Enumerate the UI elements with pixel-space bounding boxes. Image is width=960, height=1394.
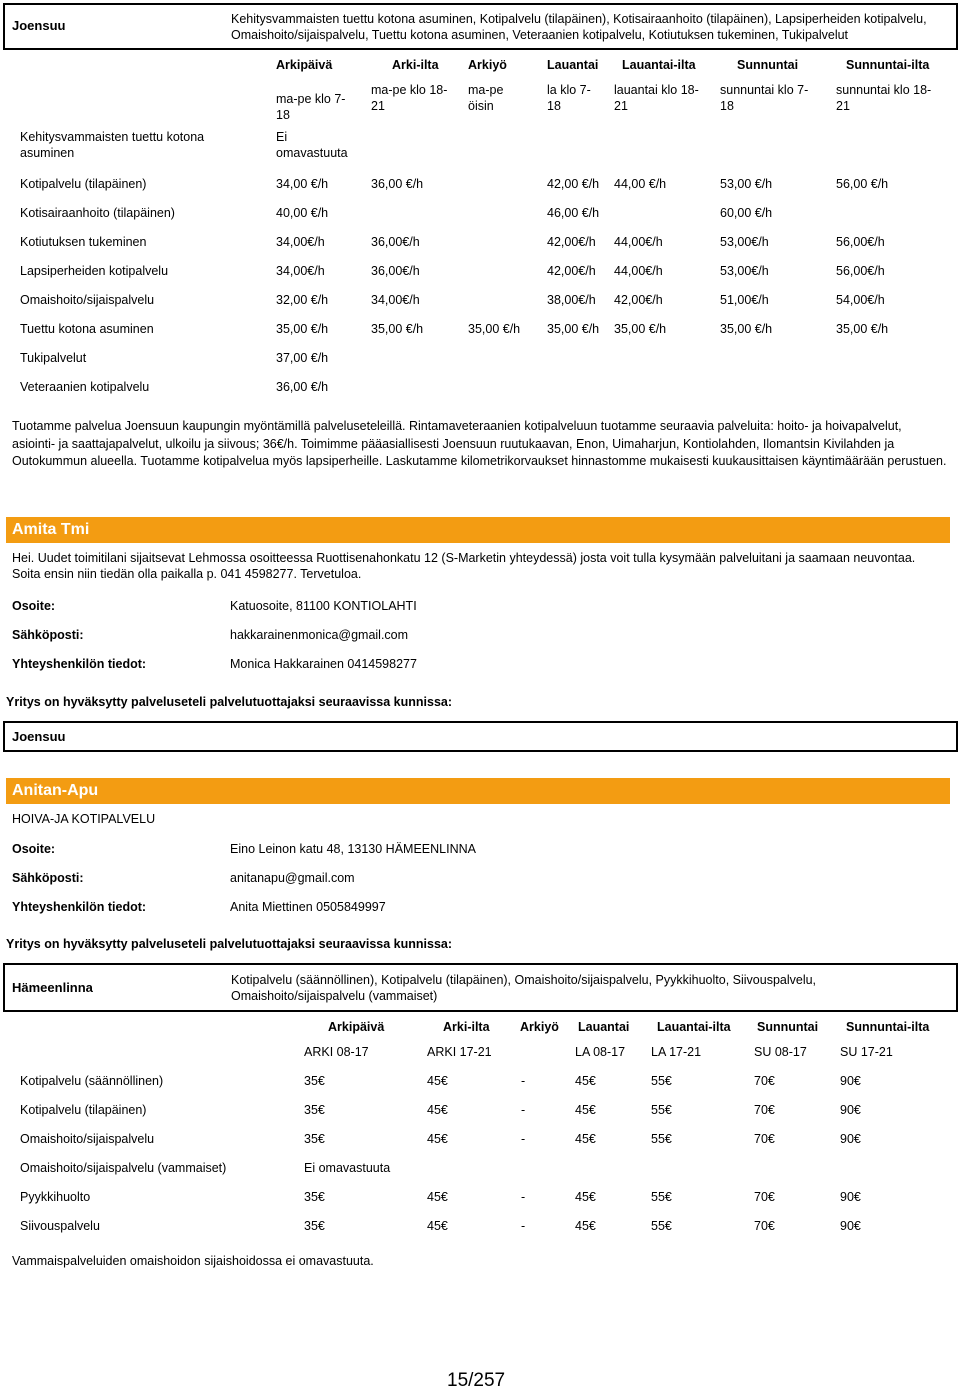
price-cell: 55€: [651, 1132, 672, 1146]
column-header: Arki-ilta: [443, 1020, 490, 1034]
region-services: Kotipalvelu (säännöllinen), Kotipalvelu (tilapäinen), Omaishoito/sijaispalvelu, Pyykkihuolto, Siivouspalvelu, Omaishoito/sijaispalvelu (vammaiset): [231, 973, 817, 1004]
contact-label: Yhteyshenkilön tiedot:: [12, 657, 147, 671]
row-label: Pyykkihuolto: [20, 1190, 91, 1204]
price-cell: 54,00€/h: [836, 293, 885, 307]
price-cell: -: [521, 1219, 526, 1233]
price-cell: 53,00 €/h: [720, 177, 773, 191]
region-name: Joensuu: [12, 18, 66, 33]
price-cell: 35€: [304, 1132, 325, 1146]
row-label: Veteraanien kotipalvelu: [20, 380, 150, 394]
price-cell: 90€: [840, 1132, 861, 1146]
price-cell: 34,00 €/h: [276, 177, 329, 191]
price-cell: 36,00€/h: [371, 235, 420, 249]
price-cell: -: [521, 1190, 526, 1204]
company-name: Amita Tmi: [12, 521, 90, 538]
row-label: Omaishoito/sijaispalvelu (vammaiset): [20, 1161, 227, 1175]
price-cell: 32,00 €/h: [276, 293, 329, 307]
price-cell: 35,00 €/h: [614, 322, 667, 336]
price-cell: 70€: [754, 1103, 775, 1117]
price-cell: 56,00€/h: [836, 235, 885, 249]
price-cell: 44,00€/h: [614, 235, 663, 249]
price-cell: 42,00 €/h: [547, 177, 600, 191]
email-label: Sähköposti:: [12, 871, 84, 885]
price-cell: 45€: [575, 1103, 596, 1117]
row-label: Kotipalvelu (tilapäinen): [20, 1103, 147, 1117]
price-cell: 51,00€/h: [720, 293, 769, 307]
row-label: Omaishoito/sijaispalvelu: [20, 1132, 155, 1146]
approved-heading: Yritys on hyväksytty palveluseteli palvelutuottajaksi seuraavissa kunnissa:: [6, 695, 453, 709]
email-value[interactable]: anitanapu@gmail.com: [230, 871, 355, 885]
price-cell: 55€: [651, 1190, 672, 1204]
price-cell: 44,00€/h: [614, 264, 663, 278]
price-cell: 90€: [840, 1103, 861, 1117]
price-cell: 55€: [651, 1074, 672, 1088]
column-time: ARKI 17-21: [427, 1045, 492, 1059]
price-cell: 37,00 €/h: [276, 351, 329, 365]
column-header: Lauantai: [547, 58, 599, 72]
price-cell: 42,00€/h: [614, 293, 663, 307]
region-name: Hämeenlinna: [12, 980, 93, 995]
column-header: Arkipäivä: [276, 58, 333, 72]
email-value[interactable]: hakkarainenmonica@gmail.com: [230, 628, 409, 642]
price-cell: 40,00 €/h: [276, 206, 329, 220]
column-time: ma-pe klo 7-18: [276, 92, 346, 123]
column-header: Sunnuntai: [737, 58, 799, 72]
price-cell: 45€: [427, 1103, 448, 1117]
price-cell: 70€: [754, 1190, 775, 1204]
column-time: LA 17-21: [651, 1045, 702, 1059]
column-time: LA 08-17: [575, 1045, 626, 1059]
contact-value: Monica Hakkarainen 0414598277: [230, 657, 417, 671]
column-header: Lauantai-ilta: [622, 58, 696, 72]
column-header: Lauantai-ilta: [657, 1020, 731, 1034]
price-cell: 35,00 €/h: [468, 322, 521, 336]
price-cell: 42,00€/h: [547, 235, 596, 249]
column-header: Arkiyö: [520, 1020, 559, 1034]
approved-heading: Yritys on hyväksytty palveluseteli palvelutuottajaksi seuraavissa kunnissa:: [6, 937, 453, 951]
price-cell: 45€: [427, 1190, 448, 1204]
price-cell: 38,00€/h: [547, 293, 596, 307]
price-cell: 35€: [304, 1074, 325, 1088]
price-cell: 70€: [754, 1132, 775, 1146]
address-label: Osoite:: [12, 599, 56, 613]
row-label: Tuettu kotona asuminen: [20, 322, 154, 336]
price-cell: 55€: [651, 1103, 672, 1117]
column-time: lauantai klo 18-21: [614, 83, 699, 114]
price-cell: 34,00€/h: [276, 264, 325, 278]
price-cell: 70€: [754, 1074, 775, 1088]
price-cell: 56,00 €/h: [836, 177, 889, 191]
price-cell: 70€: [754, 1219, 775, 1233]
price-cell: 45€: [575, 1190, 596, 1204]
company-intro: Hei. Uudet toimitilani sijaitsevat Lehmossa osoitteessa Ruottisenahonkatu 12 (S-Marketin yhteydessä) josta voit tulla kysymään palveluitani ja saamaan neuvontaa. Soita ensin niin tiedän olla paikalla p. 041 4598277. Tervetuloa.: [12, 551, 916, 582]
row-label: Kotisairaanhoito (tilapäinen): [20, 206, 175, 220]
region-services: Kehitysvammaisten tuettu kotona asuminen, Kotipalvelu (tilapäinen), Kotisairaanhoito (tilapäinen), Lapsiperheiden kotipalvelu, Omaishoito/sijaispalvelu, Tuettu kotona asuminen, Veteraanien kotipalvelu, Kotiutuksen tukeminen, Tukipalvelut: [231, 12, 927, 43]
price-cell: 46,00 €/h: [547, 206, 600, 220]
price-cell: -: [521, 1074, 526, 1088]
company-header-anita: [6, 778, 950, 804]
price-cell: 45€: [427, 1219, 448, 1233]
price-cell: -: [521, 1132, 526, 1146]
contact-label: Yhteyshenkilön tiedot:: [12, 900, 147, 914]
price-cell: 35,00 €/h: [547, 322, 600, 336]
column-header: Arkipäivä: [328, 1020, 385, 1034]
price-cell: 55€: [651, 1219, 672, 1233]
row-label: Lapsiperheiden kotipalvelu: [20, 264, 169, 278]
row-label: Omaishoito/sijaispalvelu: [20, 293, 155, 307]
address-label: Osoite:: [12, 842, 56, 856]
price-cell: 36,00€/h: [371, 264, 420, 278]
row-label: Kotiutuksen tukeminen: [20, 235, 147, 249]
column-header: Arki-ilta: [392, 58, 439, 72]
price-cell: 35,00 €/h: [836, 322, 889, 336]
price-cell: 45€: [575, 1219, 596, 1233]
price-cell: 53,00€/h: [720, 264, 769, 278]
row-label: Siivouspalvelu: [20, 1219, 100, 1233]
company-subtitle: HOIVA-JA KOTIPALVELU: [12, 812, 156, 826]
price-cell: 53,00€/h: [720, 235, 769, 249]
company-name: Anitan-Apu: [12, 782, 99, 799]
page-number: 15/257: [447, 1370, 506, 1391]
company-header-amita: [6, 517, 950, 543]
row-label: Kotipalvelu (tilapäinen): [20, 177, 147, 191]
price-cell: 44,00 €/h: [614, 177, 667, 191]
region-name: Joensuu: [12, 729, 66, 744]
price-cell: 34,00€/h: [276, 235, 325, 249]
service-note: Tuotamme palvelua Joensuun kaupungin myöntämillä palveluseteleillä. Rintamaveteraanien kotipalveluun tuotamme seuraavia palveluita: hoito- ja hoivapalvelut, asiointi- ja saattajapalvelut, ulkoilu ja siivous; 36€/h. Toimimme pääasiallisesti Joensuun ruutukaavan, Enon, Uimaharjun, Kontiolahden, Ilomantsin Kivilahden ja Outokummun alueella. Tuotamme kotipalvelua myös lapsiperheille. Laskutamme kilometrikorvaukset hinnastomme mukaisesti kuukausittaisen käyntimäärään perustuen.: [12, 419, 947, 468]
service-note: Vammaispalveluiden omaishoidon sijaishoidossa ei omavastuuta.: [12, 1254, 374, 1268]
column-time: ARKI 08-17: [304, 1045, 369, 1059]
price-cell: 45€: [427, 1074, 448, 1088]
price-cell: 45€: [575, 1132, 596, 1146]
column-time: sunnuntai klo 18-21: [836, 83, 932, 114]
row-label: Kehitysvammaisten tuettu kotona asuminen: [20, 130, 205, 161]
row-label: Kotipalvelu (säännöllinen): [20, 1074, 164, 1088]
column-time: SU 17-21: [840, 1045, 893, 1059]
column-header: Sunnuntai-ilta: [846, 1020, 930, 1034]
price-cell: 35,00 €/h: [371, 322, 424, 336]
column-header: Lauantai: [578, 1020, 630, 1034]
column-time: sunnuntai klo 7-18: [720, 83, 809, 114]
column-time: SU 08-17: [754, 1045, 807, 1059]
price-cell: 60,00 €/h: [720, 206, 773, 220]
region-box-joensuu-2: [3, 721, 958, 752]
price-cell: 35€: [304, 1219, 325, 1233]
price-cell: 90€: [840, 1190, 861, 1204]
price-cell: 90€: [840, 1219, 861, 1233]
price-cell: 36,00 €/h: [371, 177, 424, 191]
price-cell: 56,00€/h: [836, 264, 885, 278]
address-value: Katuosoite, 81100 KONTIOLAHTI: [230, 599, 417, 613]
contact-value: Anita Miettinen 0505849997: [230, 900, 386, 914]
price-cell: 35€: [304, 1103, 325, 1117]
price-cell: 35,00 €/h: [720, 322, 773, 336]
email-label: Sähköposti:: [12, 628, 84, 642]
column-time: ma-pe öisin: [468, 83, 504, 114]
price-cell: 90€: [840, 1074, 861, 1088]
column-header: Sunnuntai-ilta: [846, 58, 930, 72]
price-cell: Ei omavastuuta: [276, 130, 348, 161]
column-time: ma-pe klo 18-21: [371, 83, 448, 114]
price-cell: 42,00€/h: [547, 264, 596, 278]
address-value: Eino Leinon katu 48, 13130 HÄMEENLINNA: [230, 842, 476, 856]
price-cell: 45€: [575, 1074, 596, 1088]
row-label: Tukipalvelut: [20, 351, 87, 365]
price-cell: 34,00€/h: [371, 293, 420, 307]
price-cell: -: [521, 1103, 526, 1117]
price-cell: 45€: [427, 1132, 448, 1146]
price-cell: 36,00 €/h: [276, 380, 329, 394]
column-header: Sunnuntai: [757, 1020, 819, 1034]
column-time: la klo 7-18: [547, 83, 591, 114]
price-cell: 35,00 €/h: [276, 322, 329, 336]
price-cell: Ei omavastuuta: [304, 1161, 391, 1175]
column-header: Arkiyö: [468, 58, 507, 72]
price-cell: 35€: [304, 1190, 325, 1204]
